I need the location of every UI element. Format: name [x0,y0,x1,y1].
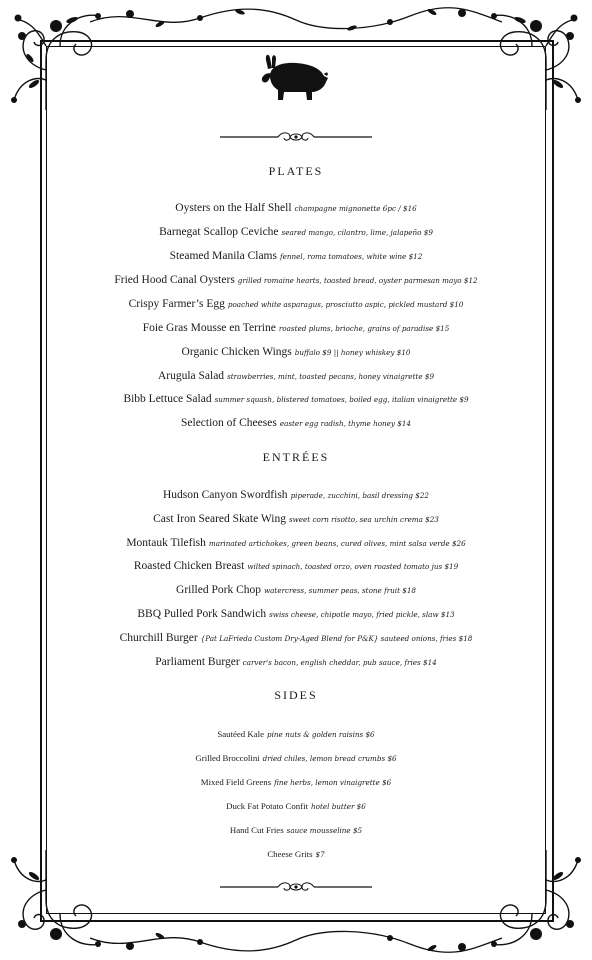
item-name: Steamed Manila Clams [169,250,277,262]
menu-item [60,773,532,790]
item-description: champagne mignonette 6pc / $16 [294,204,417,213]
item-name: BBQ Pulled Pork Sandwich [137,608,267,620]
scroll-flourish-top-icon [220,131,372,143]
menu-item [60,534,532,551]
item-name: Fried Hood Canal Oysters [114,274,235,286]
item-description: sauce mousseline $5 [286,826,363,835]
item-description: poached white asparagus, prosciutto aspic, pickled mustard $10 [227,300,464,309]
item-name: Crispy Farmer’s Egg [128,298,225,310]
menu-item [60,581,532,598]
item-name: Selection of Cheeses [181,417,277,429]
bottom-vine-ornament-icon [90,920,502,960]
menu-item [60,821,532,838]
item-description: marinated artichokes, green beans, cured olives, mint salsa verde $26 [208,539,466,548]
item-description: dried chiles, lemon bread crumbs $6 [262,754,397,763]
menu-item [60,367,532,384]
item-name: Grilled Broccolini [195,753,260,763]
item-name: Montauk Tilefish [126,537,206,549]
corner-ornament-bottom-left-icon [0,850,110,960]
menu-item [60,557,532,574]
menu-item [60,845,532,862]
item-description: {Pat LaFrieda Custom Dry-Aged Blend for P&K} sauteed onions, fries $18 [200,634,473,643]
item-description: easter egg radish, thyme honey $14 [279,419,411,428]
item-name: Cast Iron Seared Skate Wing [153,513,286,525]
menu-item [60,319,532,336]
item-description: grilled romaine hearts, toasted bread, oyster parmesan mayo $12 [237,276,478,285]
item-description: swiss cheese, chipotle mayo, fried pickle, slaw $13 [269,610,455,619]
item-description: carver's bacon, english cheddar, pub sauce, fries $14 [242,658,437,667]
item-description: pine nuts & golden raisins $6 [267,730,375,739]
item-name: Foie Gras Mousse en Terrine [142,322,276,334]
item-name: Duck Fat Potato Confit [226,801,309,811]
item-name: Churchill Burger [119,632,198,644]
menu-item [60,653,532,670]
item-name: Oysters on the Half Shell [175,202,292,214]
menu-item [60,414,532,431]
menu-item [60,749,532,766]
menu-item [60,223,532,240]
item-description: fine herbs, lemon vinaigrette $6 [274,778,392,787]
menu-item [60,343,532,360]
menu-item [60,199,532,216]
item-description: hotel butter $6 [311,802,366,811]
menu-item [60,247,532,264]
item-description: fennel, roma tomatoes, white wine $12 [279,252,423,261]
item-name: Organic Chicken Wings [181,346,292,358]
top-vine-ornament-icon [90,0,502,40]
item-description: seared mango, cilantro, lime, jalapeño $9 [281,228,433,237]
item-name: Roasted Chicken Breast [133,560,245,572]
menu-item [60,486,532,503]
item-description: piperade, zucchini, basil dressing $22 [290,491,430,500]
item-name: Sautéed Kale [217,729,265,739]
item-description: wilted spinach, toasted orzo, oven roasted tomato jus $19 [247,562,459,571]
corner-ornament-top-left-icon [0,0,110,110]
menu-item [60,295,532,312]
item-name: Barnegat Scallop Ceviche [159,226,279,238]
item-description: summer squash, blistered tomatoes, boiled egg, italian vinaigrette $9 [214,395,469,404]
scroll-flourish-bottom-icon [220,881,372,893]
item-name: Cheese Grits [267,849,313,859]
item-description: $7 [315,850,325,859]
menu-item [60,271,532,288]
item-name: Grilled Pork Chop [176,584,261,596]
item-name: Arugula Salad [157,370,225,382]
corner-ornament-top-right-icon [482,0,592,110]
section-title-sides: SIDES [274,688,318,702]
menu-item [60,605,532,622]
pig-silhouette-icon [256,54,330,102]
item-description: watercress, summer peas, stone fruit $18 [264,586,416,595]
item-name: Hudson Canyon Swordfish [162,489,288,501]
menu-item [60,629,532,646]
section-title-entrees: ENTRÉES [262,450,330,464]
item-description: roasted plums, brioche, grains of paradise $15 [278,324,450,333]
item-description: sweet corn risotto, sea urchin crema $23 [288,515,439,524]
corner-ornament-bottom-right-icon [482,850,592,960]
menu-item [60,510,532,527]
item-name: Bibb Lettuce Salad [123,393,212,405]
menu-item [60,797,532,814]
item-name: Mixed Field Greens [200,777,272,787]
section-title-plates: PLATES [268,164,324,178]
menu-item [60,725,532,742]
item-description: buffalo $9 || honey whiskey $10 [294,348,411,357]
item-name: Parliament Burger [155,656,240,668]
item-name: Hand Cut Fries [229,825,284,835]
menu-item [60,390,532,407]
item-description: strawberries, mint, toasted pecans, honey vinaigrette $9 [227,372,435,381]
